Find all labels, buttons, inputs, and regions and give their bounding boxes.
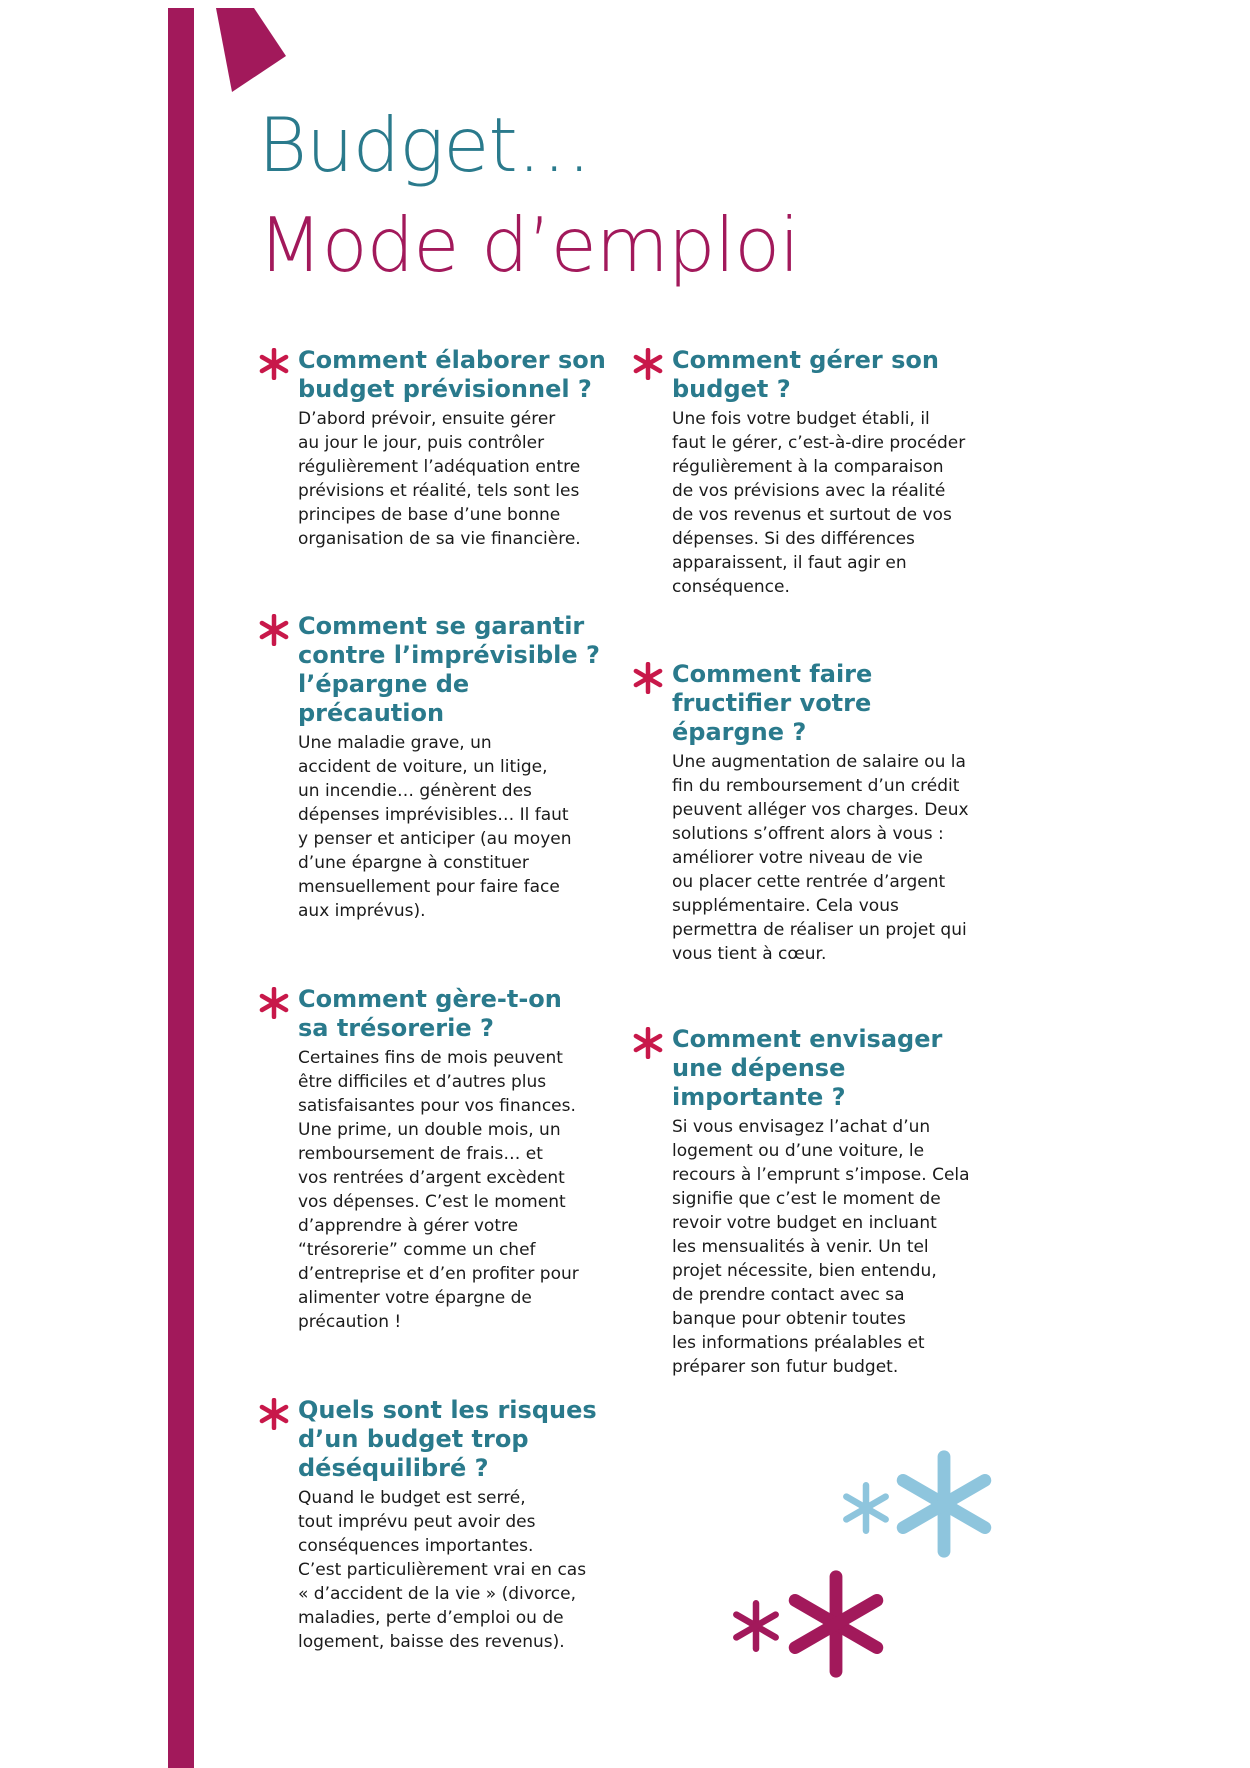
section-garantir-imprevisible — [298, 612, 628, 923]
page-title-line-1: Budget… — [258, 101, 591, 189]
decorative-small-magenta-star-icon — [730, 1600, 782, 1652]
section-body: Si vous envisagez l’achat d’un logement ou d’une voiture, le recours à l’emprunt s’impose. Cela signifie que c’est le moment de revoir votre budget en incluant les mensualités à venir. Un tel projet nécessite, bien entendu, de prendre contact avec sa banque pour obtenir toutes les informations préalables et préparer son futur budget. — [672, 1117, 970, 1377]
asterisk-icon — [258, 348, 290, 380]
asterisk-icon — [632, 662, 664, 694]
section-fructifier-epargne — [672, 660, 1002, 966]
left-accent-bar — [168, 8, 194, 1768]
section-risques-desequilibre — [298, 1396, 628, 1654]
section-heading: Comment gérer son budget ? — [672, 346, 939, 403]
section-body: Une augmentation de salaire ou la fin du remboursement d’un crédit peuvent alléger vos charges. Deux solutions s’offrent alors à vous : améliorer votre niveau de vie ou placer cette rentrée d’argent supplémentaire. Cela vous permettra de réaliser un projet qui vous tient à cœur. — [672, 752, 969, 964]
decorative-large-magenta-star-icon — [782, 1570, 890, 1678]
section-heading: Comment faire fructifier votre épargne ? — [672, 660, 873, 746]
section-gerer-budget — [672, 346, 1002, 599]
section-heading: Comment gère-t-on sa trésorerie ? — [298, 985, 562, 1042]
section-tresorerie — [298, 985, 628, 1334]
section-body: Quand le budget est serré, tout imprévu peut avoir des conséquences importantes. C’est particulièrement vrai en cas « d’accident de la vie » (divorce, maladies, perte d’emploi ou de logement, baisse des revenus). — [298, 1488, 587, 1652]
section-body: D’abord prévoir, ensuite gérer au jour le jour, puis contrôler régulièrement l’adéquation entre prévisions et réalité, tels sont les principes de base d’une bonne organisation de sa vie financière. — [298, 409, 581, 549]
section-body: Certaines fins de mois peuvent être difficiles et d’autres plus satisfaisantes pour vos finances. Une prime, un double mois, un remboursement de frais… et vos rentrées d’argent excèdent vos dépenses. C’est le moment d’apprendre à gérer votre “trésorerie” comme un chef d’entreprise et d’en profiter pour alimenter votre épargne de précaution ! — [298, 1048, 579, 1332]
section-heading: Comment envisager une dépense importante ? — [672, 1025, 943, 1111]
asterisk-icon — [632, 348, 664, 380]
section-body: Une maladie grave, un accident de voiture, un litige, un incendie… génèrent des dépenses imprévisibles… Il faut y penser et anticiper (au moyen d’une épargne à constituer mensuellement pour faire face aux imprévus). — [298, 733, 572, 921]
asterisk-icon — [632, 1027, 664, 1059]
section-heading: Quels sont les risques d’un budget trop déséquilibré ? — [298, 1396, 597, 1482]
asterisk-icon — [258, 987, 290, 1019]
asterisk-icon — [258, 614, 290, 646]
page-title-line-2: Mode d’emploi — [258, 201, 800, 289]
section-heading: Comment se garantir contre l’imprévisible ? l’épargne de précaution — [298, 612, 600, 727]
section-body: Une fois votre budget établi, il faut le gérer, c’est-à-dire procéder régulièrement à la comparaison de vos prévisions avec la réalité de vos revenus et surtout de vos dépenses. Si des différences apparaissent, il faut agir en conséquence. — [672, 409, 966, 597]
asterisk-icon — [258, 1398, 290, 1430]
decorative-large-light-star-icon — [890, 1450, 998, 1558]
corner-flag-shape — [0, 0, 300, 100]
section-elaborer-budget — [298, 346, 628, 551]
decorative-small-light-star-icon — [840, 1482, 892, 1534]
section-heading: Comment élaborer son budget prévisionnel ? — [298, 346, 606, 403]
section-depense-importante — [672, 1025, 1002, 1379]
